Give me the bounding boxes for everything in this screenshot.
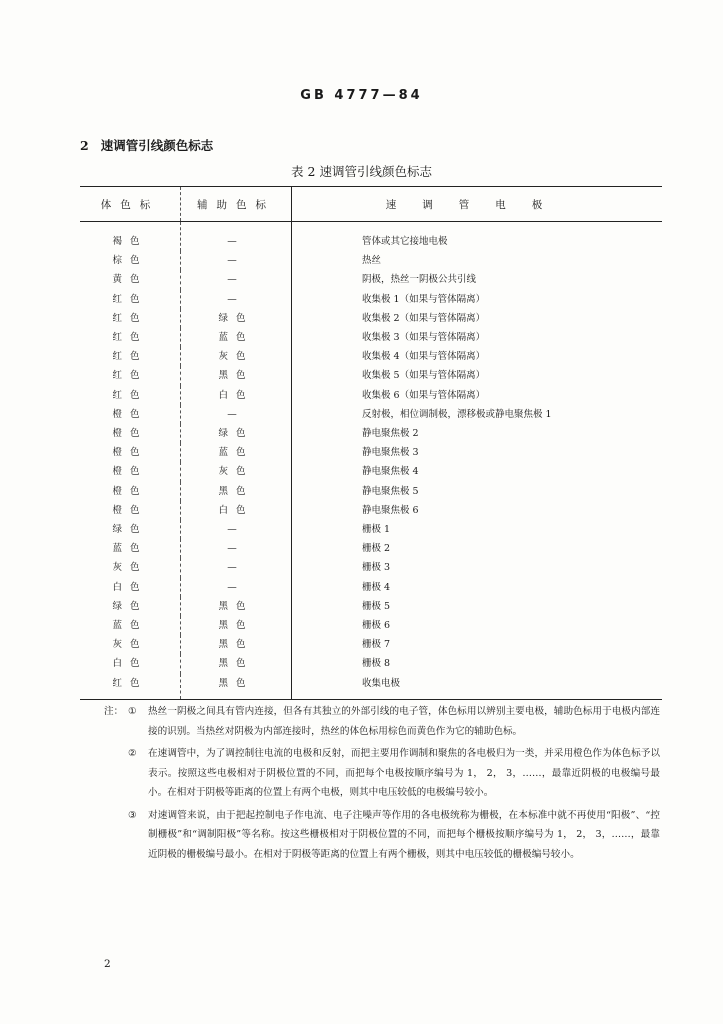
table-row [80, 424, 662, 443]
aux-color-cell: 绿色 [181, 424, 292, 443]
body-color-cell: 橙色 [112, 485, 148, 497]
aux-color-cell: 黑色 [181, 482, 292, 501]
body-color-cell: 绿色 [112, 600, 148, 612]
body-color-cell: 橙色 [112, 428, 148, 440]
aux-color-cell: — [181, 558, 292, 577]
body-color-cell: 红色 [80, 674, 181, 700]
aux-color-cell: — [181, 222, 292, 252]
note-text: 热丝一阴极之间具有管内连接，但各有其独立的外部引线的电子管，体色标用以辨别主要电极，辅助色标用于电极内部连接的识别。当热丝对阴极为内部连接时，热丝的体色标用棕色而黄色作为它的辅助色标。 [148, 706, 660, 737]
table-row [80, 270, 662, 289]
body-color-cell: 红色 [112, 293, 148, 305]
notes-block [104, 702, 660, 867]
standard-number-header: GB 4777—84 [300, 88, 423, 103]
column-header-electrode: 速调管电极 [292, 187, 663, 222]
aux-color-cell: 灰色 [181, 347, 292, 366]
electrode-cell: 栅极 4 [292, 578, 663, 597]
table-row [80, 501, 662, 520]
table-row [80, 251, 662, 270]
table-row [80, 558, 662, 577]
note-text: 对速调管来说，由于把起控制电子作电流、电子注噪声等作用的各电极统称为栅极，在本标准中就不再使用“阳极”、“控制栅极”和“调制阳极”等名称。按这些栅极相对于阴极位置的不同，而把每个栅极按顺序编号为 1， 2， 3，……，最靠近阴极的栅极编号最小。在相对于阴极等距离的位置上有两个栅极，则其中电压较低的栅极编号较小。 [148, 809, 660, 860]
body-color-cell: 蓝色 [112, 543, 148, 555]
aux-color-cell: 白色 [181, 386, 292, 405]
body-color-cell: 红色 [112, 370, 148, 382]
electrode-cell: 静电聚焦极 6 [292, 501, 663, 520]
electrode-cell: 栅极 2 [292, 539, 663, 558]
aux-color-cell: 蓝色 [181, 328, 292, 347]
body-color-cell: 橙色 [112, 408, 148, 420]
electrode-cell: 收集极 2（如果与管体隔离） [292, 309, 663, 328]
note-item [104, 744, 660, 803]
aux-color-cell: — [181, 520, 292, 539]
table-row [80, 578, 662, 597]
note-mark: ① [128, 706, 137, 717]
table-row [80, 635, 662, 654]
section-heading [80, 136, 213, 154]
electrode-cell: 收集极 3（如果与管体隔离） [292, 328, 663, 347]
table-row [80, 222, 662, 252]
electrode-cell: 静电聚焦极 5 [292, 482, 663, 501]
aux-color-cell: 黑色 [181, 616, 292, 635]
electrode-cell: 收集电极 [292, 674, 663, 700]
electrode-cell: 栅极 1 [292, 520, 663, 539]
table-row [80, 462, 662, 481]
color-code-table [80, 186, 662, 700]
body-color-cell: 红色 [112, 332, 148, 344]
body-color-cell: 褐色 [112, 236, 148, 247]
table-row [80, 386, 662, 405]
body-color-cell: 橙色 [112, 504, 148, 516]
electrode-cell: 反射极，相位调制极，漂移极或静电聚焦极 1 [292, 405, 663, 424]
table-row [80, 616, 662, 635]
table-caption: 表 2 速调管引线颜色标志 [291, 164, 432, 179]
body-color-cell: 白色 [112, 581, 148, 593]
column-header-aux-color: 辅助色标 [181, 187, 292, 222]
body-color-cell: 灰色 [112, 639, 148, 651]
aux-color-cell: — [181, 578, 292, 597]
body-color-cell: 白色 [112, 658, 148, 670]
aux-color-cell: 黑色 [181, 674, 292, 700]
electrode-cell: 静电聚焦极 3 [292, 443, 663, 462]
aux-color-cell: 黑色 [181, 597, 292, 616]
body-color-cell: 红色 [112, 389, 148, 401]
aux-color-cell: 蓝色 [181, 443, 292, 462]
body-color-cell: 灰色 [112, 562, 148, 574]
electrode-cell: 栅极 7 [292, 635, 663, 654]
aux-color-cell: 绿色 [181, 309, 292, 328]
electrode-cell: 栅极 6 [292, 616, 663, 635]
body-color-cell: 橙色 [112, 447, 148, 459]
electrode-cell: 收集极 6（如果与管体隔离） [292, 386, 663, 405]
aux-color-cell: 黑色 [181, 654, 292, 673]
table-row [80, 290, 662, 309]
aux-color-cell: — [181, 539, 292, 558]
section-title: 速调管引线颜色标志 [100, 138, 214, 153]
electrode-cell: 阴极，热丝一阴极公共引线 [292, 270, 663, 289]
note-item [104, 806, 660, 865]
table-row [80, 482, 662, 501]
body-color-cell: 棕色 [112, 255, 148, 267]
electrode-cell: 栅极 3 [292, 558, 663, 577]
table-row [80, 366, 662, 385]
electrode-cell: 静电聚焦极 2 [292, 424, 663, 443]
electrode-cell: 栅极 8 [292, 654, 663, 673]
aux-color-cell: 白色 [181, 501, 292, 520]
electrode-cell: 热丝 [292, 251, 663, 270]
table-row [80, 597, 662, 616]
electrode-cell: 收集极 5（如果与管体隔离） [292, 366, 663, 385]
table-row [80, 405, 662, 424]
aux-color-cell: 黑色 [181, 635, 292, 654]
body-color-cell: 橙色 [112, 466, 148, 478]
aux-color-cell: — [181, 405, 292, 424]
body-color-cell: 蓝色 [112, 620, 148, 632]
electrode-cell: 收集极 1（如果与管体隔离） [292, 290, 663, 309]
column-header-body-color: 体色标 [80, 187, 181, 222]
table-row [80, 520, 662, 539]
aux-color-cell: — [181, 270, 292, 289]
aux-color-cell: 黑色 [181, 366, 292, 385]
table-row [80, 674, 662, 700]
table-row [80, 347, 662, 366]
electrode-cell: 管体或其它接地电极 [292, 222, 663, 252]
body-color-cell: 红色 [112, 312, 148, 324]
table-row [80, 539, 662, 558]
table-header-row [80, 187, 662, 222]
aux-color-cell: — [181, 251, 292, 270]
electrode-cell: 静电聚焦极 4 [292, 462, 663, 481]
electrode-cell: 收集极 4（如果与管体隔离） [292, 347, 663, 366]
table-row [80, 654, 662, 673]
body-color-cell: 黄色 [112, 274, 148, 286]
table-row [80, 328, 662, 347]
aux-color-cell: — [181, 290, 292, 309]
aux-color-cell: 灰色 [181, 462, 292, 481]
table-row [80, 309, 662, 328]
table-row [80, 443, 662, 462]
note-item [104, 702, 660, 741]
notes-prefix: 注： [104, 706, 124, 717]
section-number: 2 [80, 138, 89, 153]
body-color-cell: 绿色 [112, 524, 148, 536]
electrode-cell: 栅极 5 [292, 597, 663, 616]
page-number: 2 [104, 958, 111, 970]
note-mark: ② [128, 748, 137, 759]
body-color-cell: 红色 [112, 351, 148, 363]
note-text: 在速调管中，为了调控制往电流的电极和反射，而把主要用作调制和聚焦的各电极归为一类，并采用橙色作为体色标予以表示。按照这些电极相对于阴极位置的不同，而把每个电极按顺序编号为 1， 2， 3，……，最靠近阴极的电极编号最小。在相对于阴极等距离的位置上有两个电极，则其中电压较低的电极编号较小。 [148, 748, 660, 798]
note-mark: ③ [128, 809, 137, 821]
